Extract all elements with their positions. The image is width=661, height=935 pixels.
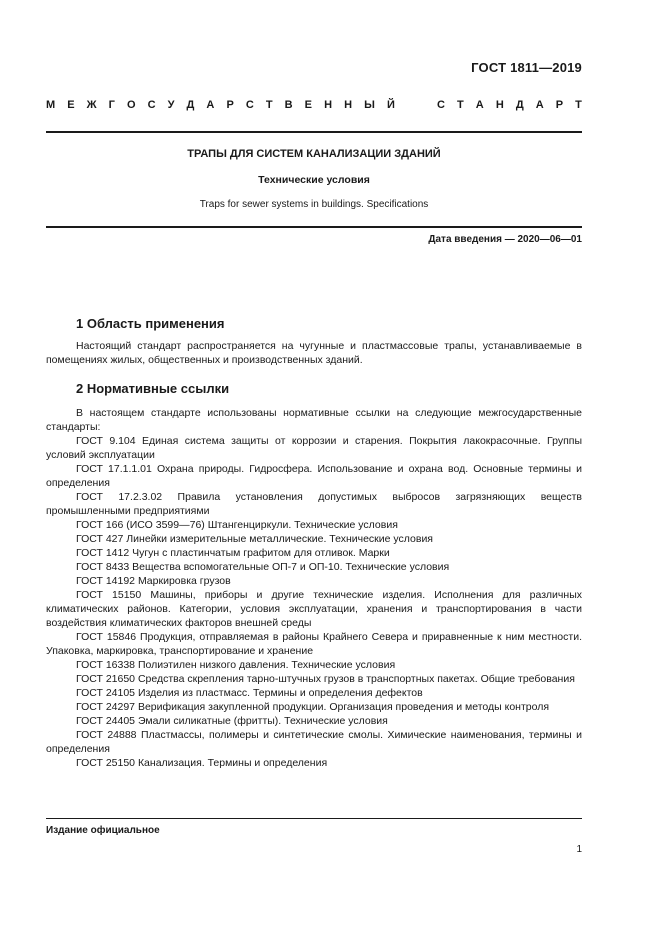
reference-item: ГОСТ 15150 Машины, приборы и другие технические изделия. Исполнения для различных климатических районов. Категории, условия эксплуатации, хранения и транспортирования в части воздействия климатических факторов внешней среды	[46, 589, 582, 629]
reference-item: ГОСТ 8433 Вещества вспомогательные ОП-7 и ОП-10. Технические условия	[76, 561, 450, 573]
reference-item: ГОСТ 16338 Полиэтилен низкого давления. Технические условия	[76, 659, 396, 671]
reference-item: ГОСТ 21650 Средства скрепления тарно-штучных грузов в транспортных пакетах. Общие требования	[76, 673, 575, 685]
banner-letter: Е	[304, 99, 313, 111]
banner-letter: А	[475, 99, 484, 111]
references-intro: В настоящем стандарте использованы нормативные ссылки на следующие межгосударственные стандарты:	[46, 407, 582, 433]
title-divider	[46, 226, 582, 228]
banner-letter: Д	[515, 99, 524, 111]
banner-letter: Р	[226, 99, 234, 111]
header-divider	[46, 131, 582, 133]
banner-letter: С	[147, 99, 156, 111]
reference-item: ГОСТ 427 Линейки измерительные металлические. Технические условия	[76, 533, 433, 545]
banner-letter: Н	[344, 99, 353, 111]
banner-letter: Р	[555, 99, 564, 111]
banner-letter: Д	[186, 99, 195, 111]
banner-letter: Н	[324, 99, 333, 111]
document-subtitle: Технические условия	[258, 174, 370, 186]
banner-letter: Ж	[86, 99, 97, 111]
document-title: ТРАПЫ ДЛЯ СИСТЕМ КАНАЛИЗАЦИИ ЗДАНИЙ	[187, 148, 441, 160]
banner-letter: С	[436, 99, 445, 111]
banner-letter: Н	[495, 99, 504, 111]
introduction-date: Дата введения — 2020—06—01	[428, 234, 582, 245]
reference-item: ГОСТ 24105 Изделия из пластмасс. Термины и определения дефектов	[76, 687, 423, 699]
normative-references-list	[46, 406, 582, 770]
official-edition-label: Издание официальное	[46, 825, 160, 836]
interstate-standard-banner	[46, 99, 582, 111]
section-heading-normative-references: 2 Нормативные ссылки	[76, 381, 230, 396]
banner-letter: Т	[265, 99, 273, 111]
reference-item: ГОСТ 24405 Эмали силикатные (фритты). Технические условия	[76, 715, 388, 727]
reference-item: ГОСТ 24297 Верификация закупленной продукции. Организация проведения и методы контроля	[76, 701, 550, 713]
banner-letter: М	[46, 99, 56, 111]
banner-letter: Т	[457, 99, 464, 111]
reference-item: ГОСТ 15846 Продукция, отправляемая в районы Крайнего Севера и приравненные к ним местности. Упаковка, маркировка, транспортирование и хранение	[46, 631, 582, 657]
reference-item: ГОСТ 17.1.1.01 Охрана природы. Гидросфера. Использование и охрана вод. Основные термины и определения	[46, 463, 582, 489]
banner-letter: Ы	[364, 99, 375, 111]
doc-number: ГОСТ 1811—2019	[471, 60, 582, 75]
footer-divider	[46, 818, 582, 819]
reference-item: ГОСТ 9.104 Единая система защиты от коррозии и старения. Покрытия лакокрасочные. Группы условий эксплуатации	[46, 435, 582, 461]
banner-letter: Г	[108, 99, 115, 111]
banner-letter: А	[206, 99, 215, 111]
reference-item: ГОСТ 1412 Чугун с пластинчатым графитом для отливок. Марки	[76, 547, 390, 559]
scope-paragraph: Настоящий стандарт распространяется на чугунные и пластмассовые трапы, устанавливаемые в помещениях жилых, общественных и производственных зданий.	[46, 340, 582, 366]
banner-letter: Е	[67, 99, 75, 111]
reference-item: ГОСТ 17.2.3.02 Правила установления допустимых выбросов загрязняющих веществ промышленными предприятиями	[46, 491, 582, 517]
banner-letter	[407, 99, 425, 111]
banner-letter: Т	[575, 99, 582, 111]
section-heading-scope: 1 Область применения	[76, 316, 225, 331]
document-title-english: Traps for sewer systems in buildings. Specifications	[199, 199, 429, 210]
banner-letter: У	[167, 99, 175, 111]
reference-item: ГОСТ 166 (ИСО 3599—76) Штангенциркули. Технические условия	[76, 519, 398, 531]
reference-item: ГОСТ 25150 Канализация. Термины и определения	[76, 757, 328, 769]
page-number: 1	[576, 844, 582, 855]
banner-letter: С	[245, 99, 254, 111]
reference-item: ГОСТ 14192 Маркировка грузов	[76, 575, 231, 587]
banner-letter: В	[284, 99, 293, 111]
banner-letter: А	[535, 99, 544, 111]
reference-item: ГОСТ 24888 Пластмассы, полимеры и синтетические смолы. Химические наименования, термины и определения	[46, 729, 582, 755]
banner-letter: О	[126, 99, 136, 111]
banner-letter: Й	[386, 99, 395, 111]
